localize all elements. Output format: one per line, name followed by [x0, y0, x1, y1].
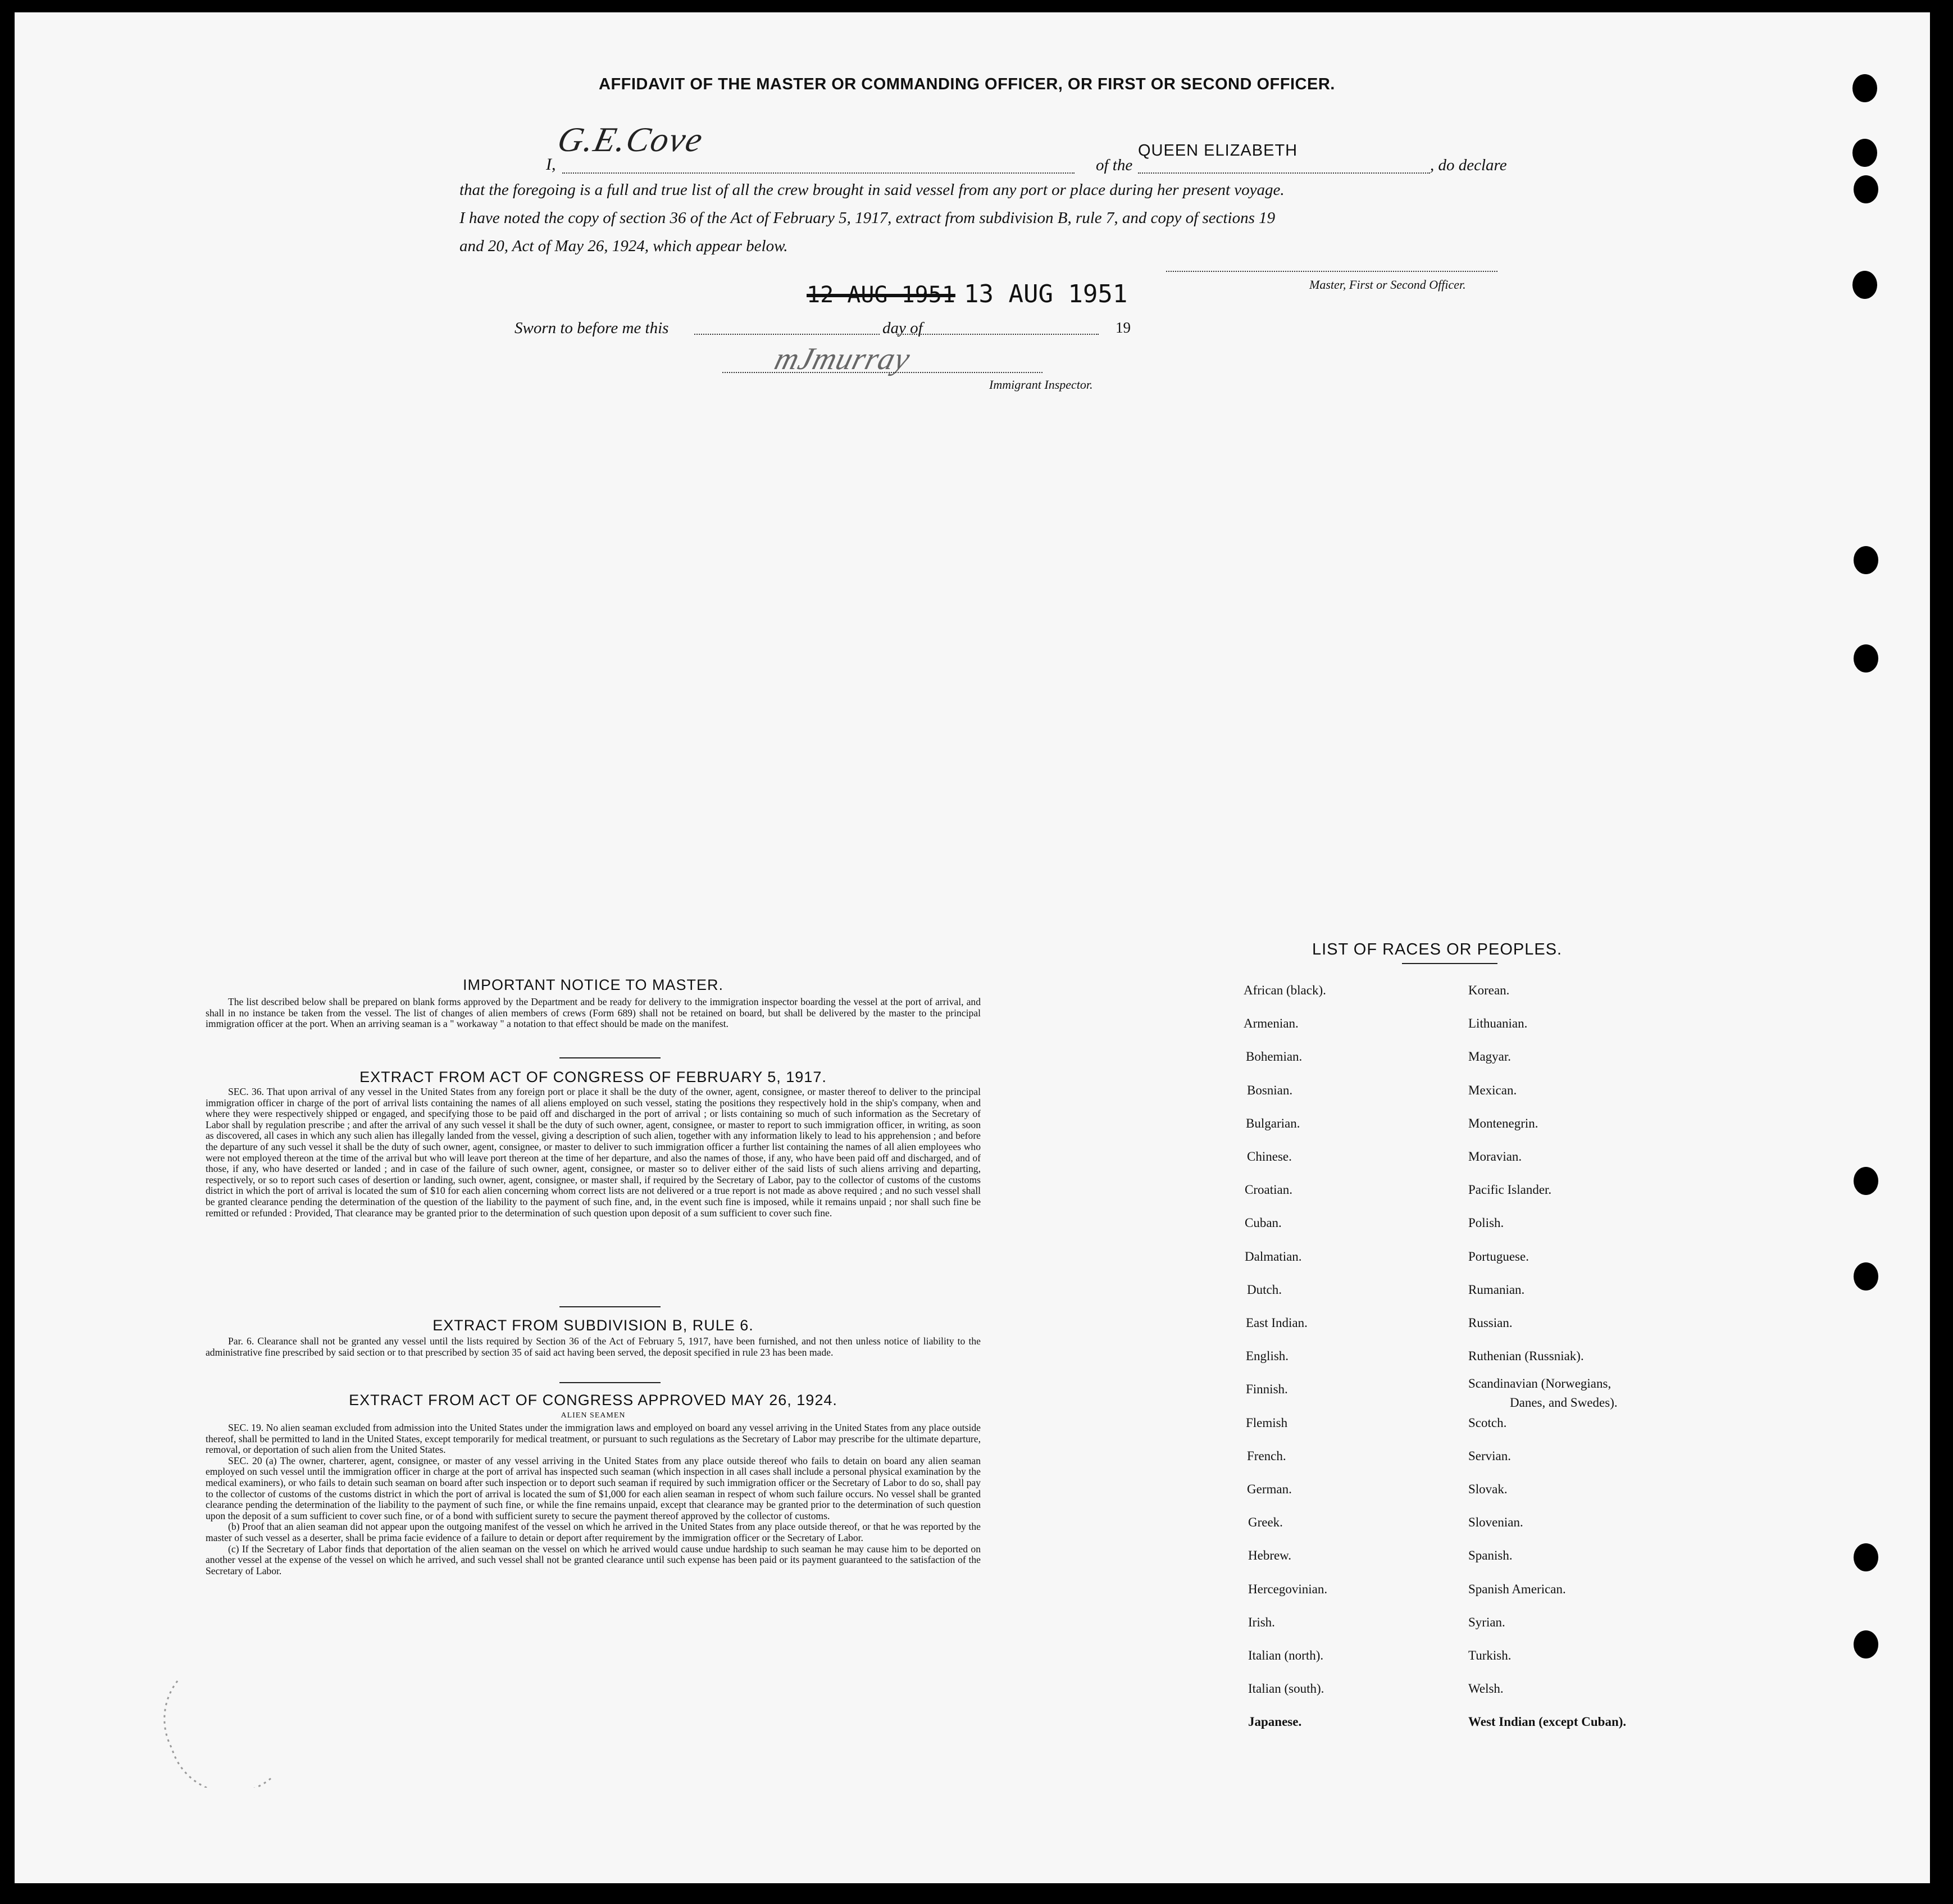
- sworn-month-line: [896, 334, 1099, 335]
- race-item: English.: [1246, 1349, 1289, 1363]
- race-item: Mexican.: [1468, 1083, 1517, 1097]
- of-the-label: of the: [1096, 156, 1133, 174]
- race-item: Dutch.: [1247, 1283, 1282, 1297]
- race-item: Bohemian.: [1246, 1049, 1303, 1064]
- punch-hole: [1852, 74, 1877, 102]
- race-item: Moravian.: [1468, 1149, 1522, 1164]
- extract-1924-paragraph: SEC. 19. No alien seaman excluded from admission into the United States under the immigration laws and employed on board any vessel arriving in the United States from any place outside thereof, shall be permitted to land in the United States, except temporarily for medical treatment, or pursuant to such regulations as the Secretary of Labor may prescribe for the ultimate departure, removal, or deportation of such alien from the United States.: [206, 1422, 981, 1456]
- race-item: Cuban.: [1245, 1216, 1282, 1230]
- date-stamp: 13 AUG 1951: [964, 280, 1128, 308]
- race-item: Flemish: [1246, 1416, 1288, 1430]
- race-item: Greek.: [1248, 1515, 1283, 1529]
- race-item: Magyar.: [1468, 1049, 1512, 1064]
- name-line: [562, 172, 1075, 174]
- race-item: Spanish.: [1468, 1548, 1513, 1562]
- race-item: Hebrew.: [1248, 1548, 1292, 1562]
- extract-1924-paragraph: (b) Proof that an alien seaman did not appear upon the outgoing manifest of the vessel on which he arrived in the United States from any place outside thereof, or that he was reported by the master of such vessel as a deserter, shall be prima facie evidence of a failure to detain or deport after requirement by the immigration officer or the Secretary of Labor.: [206, 1521, 981, 1543]
- race-item: Japanese.: [1248, 1715, 1302, 1729]
- affidavit-title: AFFIDAVIT OF THE MASTER OR COMMANDING OFFICER, OR FIRST OR SECOND OFFICER.: [599, 75, 1335, 93]
- master-signature-line: [1166, 271, 1497, 272]
- punch-hole: [1854, 644, 1878, 672]
- extract-1924-title: EXTRACT FROM ACT OF CONGRESS APPROVED MAY 26, 1924.: [349, 1392, 837, 1408]
- affidavit-body-line-2: I have noted the copy of section 36 of the Act of February 5, 1917, extract from subdivision B, rule 7, and copy of sections 19: [459, 209, 1276, 227]
- i-label: I,: [546, 155, 556, 174]
- race-item: Polish.: [1468, 1216, 1504, 1230]
- notice-paragraph: The list described below shall be prepared on blank forms approved by the Department and be ready for delivery to the immigration inspector boarding the vessel at the port of arrival, and shall in no instance be taken from the vessel. The list of changes of alien members of crews (Form 689) shall not be retained on board, but shall be delivered by the master to the principal immigration officer at the port. When an arriving seaman is a " workaway " a notation to that effect should be made on the manifest.: [206, 996, 981, 1030]
- inspector-line: [722, 372, 1042, 373]
- notice-title: IMPORTANT NOTICE TO MASTER.: [462, 976, 724, 993]
- sworn-label: Sworn to before me this: [515, 319, 669, 337]
- race-item: Finnish.: [1246, 1382, 1288, 1396]
- inspector-signature: mJmurray: [771, 342, 914, 376]
- race-item: Russian.: [1468, 1316, 1513, 1330]
- race-item: Chinese.: [1247, 1149, 1292, 1164]
- race-item: Montenegrin.: [1468, 1116, 1538, 1130]
- punch-hole: [1854, 1630, 1878, 1658]
- race-item: African (black).: [1244, 983, 1326, 997]
- race-item: Slovak.: [1468, 1482, 1508, 1496]
- do-declare-label: , do declare: [1430, 156, 1507, 174]
- race-item: Croatian.: [1245, 1183, 1292, 1197]
- race-item: Syrian.: [1468, 1615, 1505, 1629]
- race-item: Bulgarian.: [1246, 1116, 1300, 1130]
- race-continuation: Danes, and Swedes).: [1510, 1396, 1618, 1410]
- section-divider: [559, 1057, 661, 1058]
- race-item: Bosnian.: [1247, 1083, 1293, 1097]
- vessel-line: [1138, 172, 1430, 174]
- race-item: Turkish.: [1468, 1648, 1512, 1662]
- punch-hole: [1854, 1167, 1878, 1195]
- extract-1924-paragraph: (c) If the Secretary of Labor finds that deportation of the alien seaman on the vessel on which he arrived would cause undue hardship to such seaman he may cause him to be deported on another vessel at the expense of the vessel on which he arrived, and such vessel shall not be granted clearance until such expense has been paid or its payment guaranteed to the satisfaction of the Secretary of Labor.: [206, 1543, 981, 1576]
- race-item: Scandinavian (Norwegians,: [1468, 1376, 1611, 1390]
- subdivision-b-paragraph: Par. 6. Clearance shall not be granted any vessel until the lists required by Section 36 of the Act of February 5, 1917, have been furnished, and not then unless notice of liability to the administrative fine prescribed by said section or to that prescribed by section 35 of said act having been served, the deposit specified in rule 23 has been made.: [206, 1335, 981, 1358]
- extract-1917-title: EXTRACT FROM ACT OF CONGRESS OF FEBRUARY 5, 1917.: [359, 1069, 827, 1085]
- race-item: Korean.: [1468, 983, 1510, 997]
- race-item: French.: [1247, 1449, 1286, 1463]
- race-item: Servian.: [1468, 1449, 1512, 1463]
- punch-hole: [1854, 1543, 1878, 1571]
- races-title-rule: [1402, 963, 1497, 964]
- day-of-label: day of: [882, 319, 923, 337]
- subdivision-b-body: [206, 1336, 981, 1358]
- race-item: Spanish American.: [1468, 1582, 1566, 1596]
- race-item: Welsh.: [1468, 1682, 1504, 1696]
- race-item: Ruthenian (Russniak).: [1468, 1349, 1584, 1363]
- sworn-day-line: [694, 334, 880, 335]
- vessel-name: QUEEN ELIZABETH: [1138, 142, 1298, 160]
- faint-circular-stamp: [149, 1675, 295, 1788]
- race-item: Italian (north).: [1248, 1648, 1324, 1662]
- race-item: Slovenian.: [1468, 1515, 1523, 1529]
- punch-hole: [1852, 139, 1877, 167]
- subdivision-b-title: EXTRACT FROM SUBDIVISION B, RULE 6.: [433, 1317, 754, 1334]
- race-item: Pacific Islander.: [1468, 1183, 1552, 1197]
- section-divider: [559, 1382, 661, 1383]
- punch-hole: [1854, 546, 1878, 574]
- year-label: 19: [1116, 319, 1131, 336]
- extract-1924-paragraph: SEC. 20 (a) The owner, charterer, agent, consignee, or master of any vessel arriving in the United States from any place outside thereof who fails to detain on board any alien seaman employed on such vessel until the immigration officer in charge at the port of arrival has inspected such seaman (which inspection in all cases shall include a personal physical examination by the medical examiners), or who fails to detain such seaman on board after such inspection or to deport such seaman if required by such immigration officer or the Secretary of Labor to do so, shall pay to the collector of customs of the customs district in which the port of arrival is located the sum of $1,000 for each alien seaman in respect of whom such failure occurs. No vessel shall be granted clearance pending the determination of the liability to the payment of such fine, or while the fine remains unpaid, except that clearance may be granted prior to the determination of such question upon the deposit of a sum sufficient to cover such fine, or of a bond with sufficient surety to secure the payment thereof approved by the collector of customs.: [206, 1455, 981, 1521]
- race-item: Scotch.: [1468, 1416, 1507, 1430]
- race-item: Lithuanian.: [1468, 1016, 1528, 1030]
- affidavit-body-line-1: that the foregoing is a full and true list of all the crew brought in said vessel from any port or place during her present voyage.: [459, 181, 1285, 199]
- races-title: LIST OF RACES OR PEOPLES.: [1312, 940, 1563, 958]
- race-item: West Indian (except Cuban).: [1468, 1715, 1627, 1729]
- master-signature: G.E.Cove: [554, 121, 707, 159]
- struck-date-stamp: 12 AUG 1951: [807, 282, 955, 308]
- extract-1924-body: [206, 1423, 981, 1576]
- race-item: Irish.: [1248, 1615, 1275, 1629]
- race-item: Italian (south).: [1248, 1682, 1324, 1696]
- master-caption: Master, First or Second Officer.: [1309, 278, 1466, 292]
- extract-1917-paragraph: SEC. 36. That upon arrival of any vessel in the United States from any foreign port or place it shall be the duty of the owner, agent, consignee, or master thereof to deliver to the principal immigration officer in charge of the port of arrival lists containing the names of all aliens employed on such vessel, stating the positions they respectively hold in the ship's company, when and where they were respectively shipped or engaged, and specifying those to be paid off and discharged in the port of arrival ; or lists containing so much of such information as the Secretary of Labor shall by regulation prescribe ; and after the arrival of any such vessel it shall be the duty of such owner, agent, consignee, or master to report to such immigration officer, in writing, as soon as discovered, all cases in which any such alien has illegally landed from the vessel, giving a description of such alien, together with any information likely to lead to his apprehension ; and before the departure of any such vessel it shall be the duty of such owner, agent, consignee, or master to deliver to such immigration officer a further list containing the names of all alien employees who were not employed thereon at the time of the arrival but who will leave port thereon at the time of her departure, and also the names of those, if any, who have been paid off and discharged, and of those, if any, who have deserted or landed ; and in case of the failure of such owner, agent, consignee, or master so to deliver either of the said lists of such aliens arriving and departing, respectively, or so to report such cases of desertion or landing, such owner, agent, consignee, or master shall, if required by the Secretary of Labor, pay to the collector of customs of the customs district in which the port of arrival is located the sum of $10 for each alien concerning whom correct lists are not delivered or a true report is not made as above required ; and no such vessel shall be granted clearance pending the determination of the question of the liability to the payment of such fine, and, in the event such fine is imposed, while it remains unpaid ; nor shall such fine be remitted or refunded : Provided, That clearance may be granted prior to the determination of such question upon deposit of a sum sufficient to cover such fine.: [206, 1086, 981, 1219]
- race-item: Rumanian.: [1468, 1283, 1525, 1297]
- extract-1924-subtitle: ALIEN SEAMEN: [561, 1411, 626, 1420]
- punch-hole: [1854, 1262, 1878, 1290]
- document-page: [15, 12, 1930, 1883]
- notice-body: [206, 997, 981, 1030]
- inspector-caption: Immigrant Inspector.: [989, 378, 1093, 392]
- race-item: East Indian.: [1246, 1316, 1308, 1330]
- race-item: German.: [1247, 1482, 1292, 1496]
- punch-hole: [1852, 271, 1877, 299]
- extract-1917-body: [206, 1087, 981, 1219]
- affidavit-body-line-3: and 20, Act of May 26, 1924, which appear below.: [459, 237, 788, 255]
- race-item: Hercegovinian.: [1248, 1582, 1328, 1596]
- race-item: Dalmatian.: [1245, 1249, 1302, 1264]
- section-divider: [559, 1306, 661, 1307]
- punch-hole: [1854, 175, 1878, 203]
- race-item: Armenian.: [1244, 1016, 1299, 1030]
- race-item: Portuguese.: [1468, 1249, 1529, 1264]
